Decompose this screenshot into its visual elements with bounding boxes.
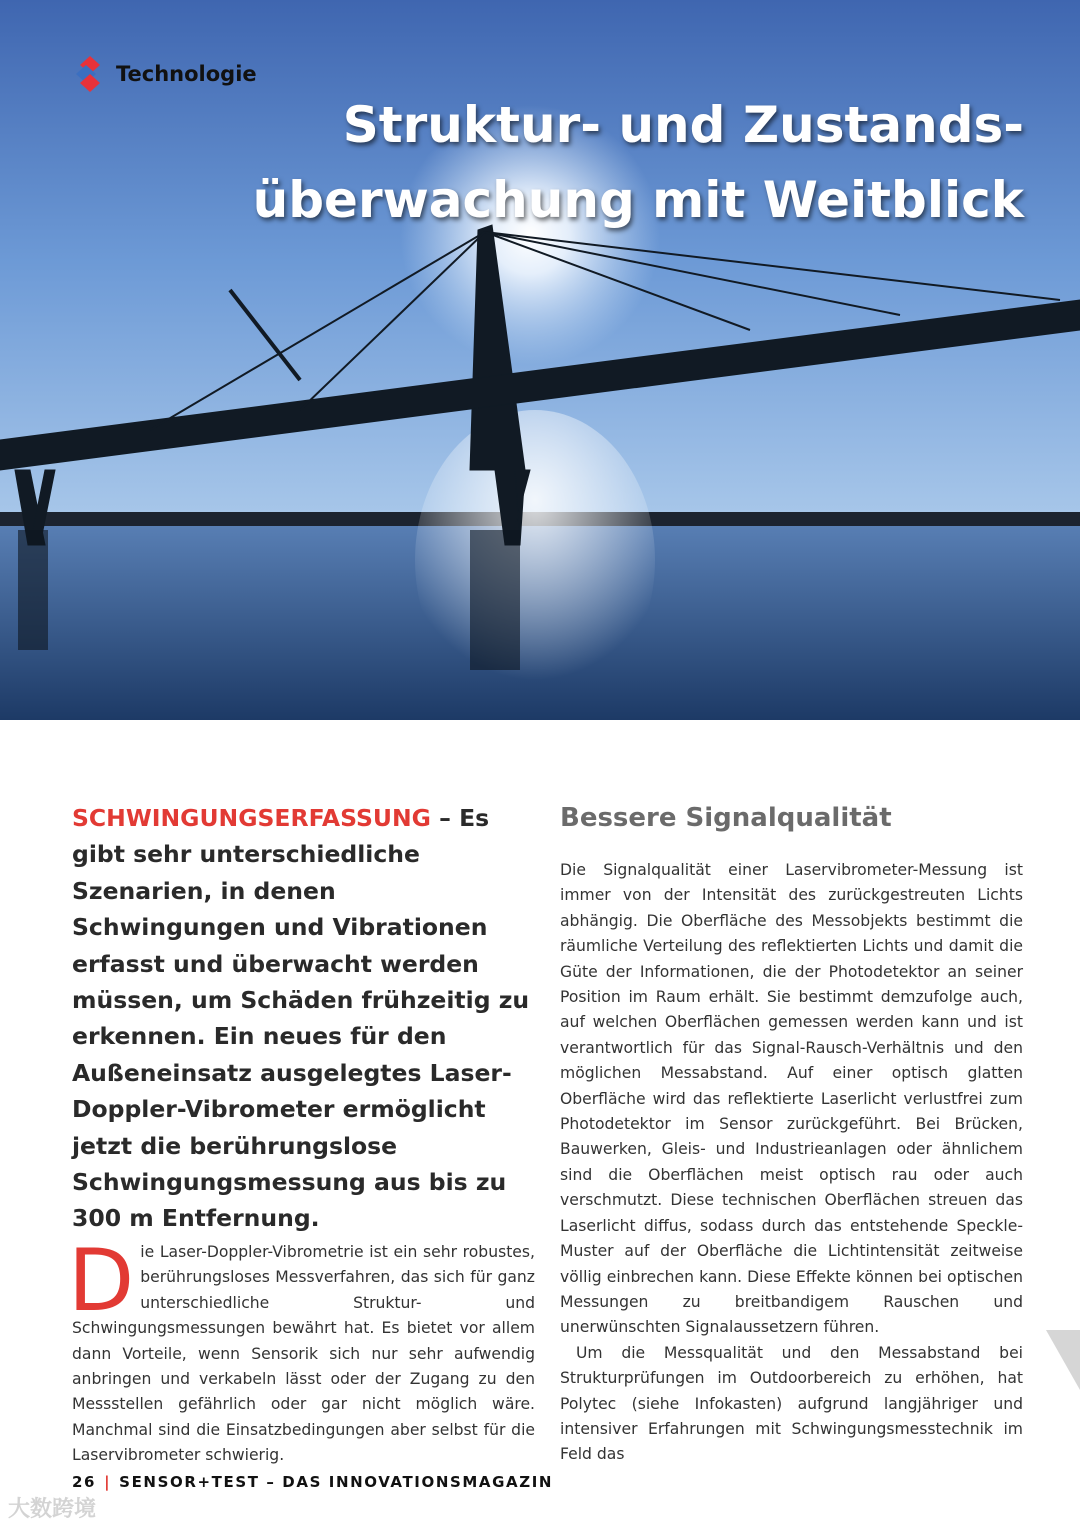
subheading: Bessere Signalqualität (560, 803, 892, 833)
drop-cap: D (68, 1231, 135, 1331)
body-paragraph: Die Signalqualität einer Laservibrometer-Messung ist immer von der Intensität des zurückgestreuten Lichts abhängig. Die Oberfläche des Messobjekts bestimmt die räumliche Verteilung des reflektierten Lichts und damit die Güte der Informationen, die der Photodetektor an seiner Position im Raum erhält. Sie bestimmt demzufolge auch, auf welchen Oberflächen gemessen werden kann und ist verantwortlich für das Signal-Rausch-Verhältnis und den möglichen Messabstand. Auf einer optisch glatten Oberfläche wird das reflektierte Laserlicht verlustfrei zum Photodetektor im Sensor zurückgeführt. Bei Brücken, Bauwerken, Gleis- und Industrieanlagen oder ähnlichem sind die Oberflächen meist optisch rau oder auch verschmutzt. Diese technischen Oberflächen streuen das Laserlicht diffus, sodass durch das entstehende Speckle-Muster auf der Oberfläche die Lichtintensität zeitweise völlig einbrechen kann. Diese Effekte können bei optischen Messungen zu breitbandigem Rauschen und unerwünschten Signalaussetzern führen. (560, 861, 1023, 1337)
page-number: 26 (72, 1473, 97, 1491)
magazine-name: SENSOR+TEST – DAS INNOVATIONSMAGAZIN (119, 1473, 554, 1491)
section-logo-icon (76, 56, 104, 92)
section-label (76, 56, 257, 92)
section-name: Technologie (116, 62, 257, 86)
footer-separator: | (104, 1473, 112, 1491)
page-footer (72, 1473, 553, 1491)
title-line-2: überwachung mit Weitblick (252, 171, 1024, 229)
lead-text: – Es gibt sehr unterschiedliche Szenarien, in denen Schwingungen und Vibrationen erfasst und überwacht werden müssen, um Schäden frühzeitig zu erkennen. Ein neues für den Außeneinsatz ausgelegtes Laser-Doppler-Vibrometer ermöglicht jetzt die berührungslose Schwingungsmessung aus bis zu 300 m Entfernung. (72, 804, 530, 1233)
lead-paragraph (72, 800, 530, 1237)
hero-photo-bridge (0, 0, 1080, 720)
body-column-right (560, 800, 1023, 1468)
body-paragraph: Um die Messqualität und den Messabstand bei Strukturprüfungen im Outdoorbereich zu erhöhen, hat Polytec (siehe Infokasten) aufgrund langjähriger und intensiver Erfahrungen mit Schwingungsmesstechnik im Feld das (560, 1343, 1023, 1464)
page-corner-decoration (1046, 1330, 1080, 1390)
body-column-left (68, 1231, 535, 1469)
watermark: 大数跨境 (8, 1497, 97, 1522)
article-title (253, 88, 1024, 238)
body-text: ie Laser-Doppler-Vibrometrie ist ein sehr robustes, berührungsloses Messverfahren, das sich für ganz unterschiedliche Struktur- und Schwingungsmessungen bewährt hat. Es bietet vor allem dann Vorteile, wenn Sensorik sich nur sehr aufwendig anbringen und verkabeln lässt oder der Zugang zu den Messstellen gefährlich oder gar nicht möglich wäre. Manchmal sind die Einsatzbedingungen aber selbst für die Laservibrometer schwierig. (72, 1243, 535, 1465)
title-line-1: Struktur- und Zustands- (342, 96, 1024, 154)
lead-keyword: SCHWINGUNGSERFASSUNG (72, 804, 431, 832)
